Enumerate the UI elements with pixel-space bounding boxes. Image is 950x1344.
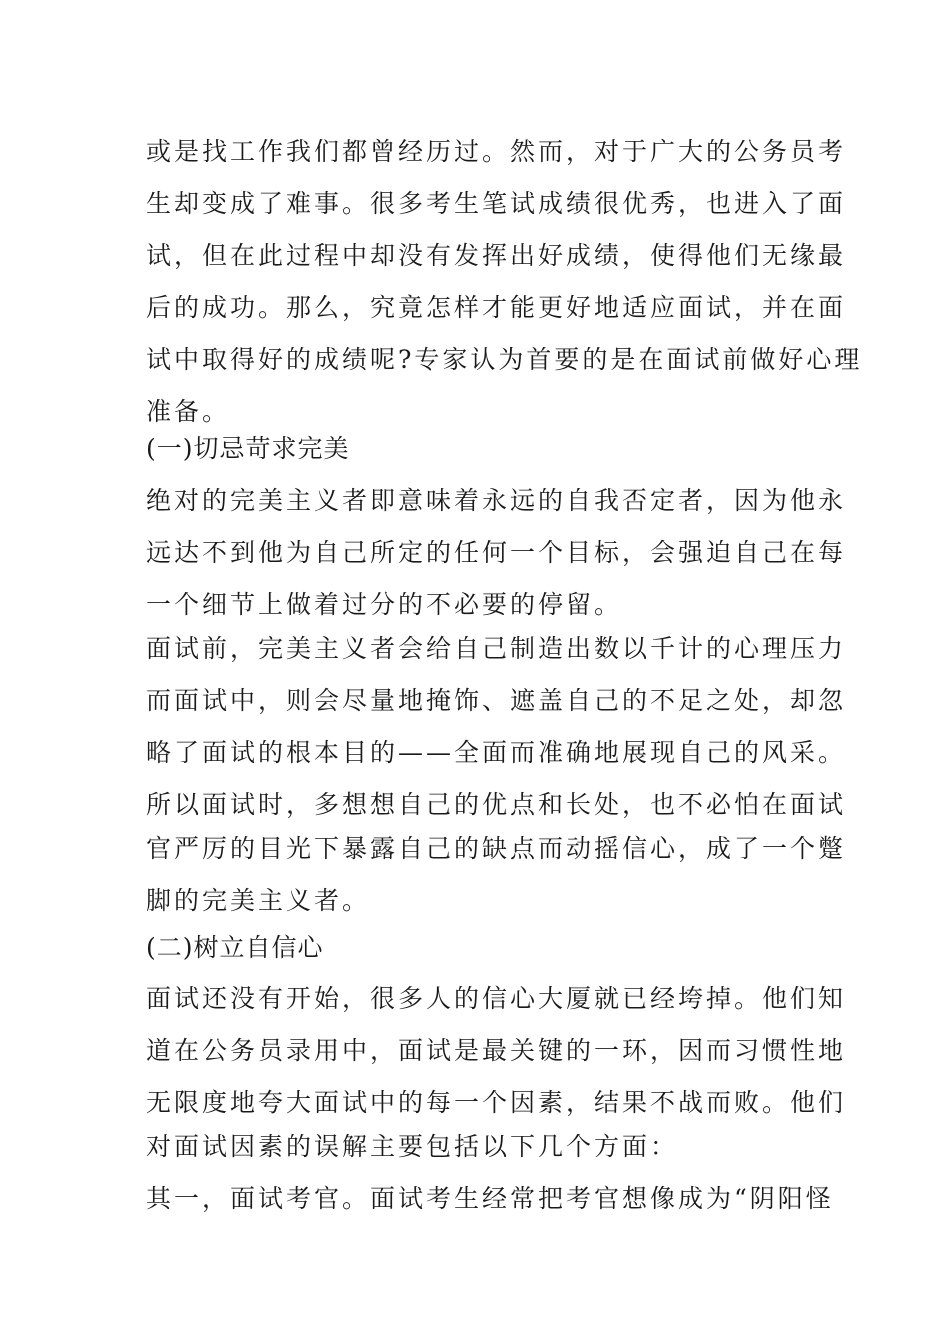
text-line: 生却变成了难事。很多考生笔试成绩很优秀，也进入了面: [146, 189, 847, 218]
text-line: 官严厉的目光下暴露自己的缺点而动摇信心，成了一个蹩: [146, 834, 847, 863]
text-line: 而面试中，则会尽量地掩饰、遮盖自己的不足之处，却忽: [146, 686, 847, 715]
section-heading: (一)切忌苛求完美: [146, 434, 350, 463]
text-line: 试中取得好的成绩呢?专家认为首要的是在面试前做好心理: [146, 345, 863, 374]
text-line: 面试还没有开始，很多人的信心大厦就已经垮掉。他们知: [146, 984, 847, 1013]
text-line: 所以面试时，多想想自己的优点和长处，也不必怕在面试: [146, 790, 847, 819]
text-line: 准备。: [146, 397, 231, 426]
text-line: 无限度地夸大面试中的每一个因素，结果不战而败。他们: [146, 1088, 847, 1117]
text-line: 试，但在此过程中却没有发挥出好成绩，使得他们无缘最: [146, 241, 847, 270]
text-line: 一个细节上做着过分的不必要的停留。: [146, 590, 623, 619]
text-line: 后的成功。那么，究竟怎样才能更好地适应面试，并在面: [146, 293, 847, 322]
text-line: 面试前，完美主义者会给自己制造出数以千计的心理压力: [146, 634, 847, 663]
text-line: 其一，面试考官。面试考生经常把考官想像成为“阴阳怪: [146, 1184, 834, 1213]
text-line: 脚的完美主义者。: [146, 886, 371, 915]
text-line: 绝对的完美主义者即意味着永远的自我否定者，因为他永: [146, 486, 847, 515]
text-line: 对面试因素的误解主要包括以下几个方面：: [146, 1132, 679, 1161]
text-line: 略了面试的根本目的——全面而准确地展现自己的风采。: [146, 738, 847, 767]
text-line: 道在公务员录用中，面试是最关键的一环，因而习惯性地: [146, 1036, 847, 1065]
section-heading: (二)树立自信心: [146, 933, 324, 962]
text-line: 远达不到他为自己所定的任何一个目标，会强迫自己在每: [146, 538, 847, 567]
text-line: 或是找工作我们都曾经历过。然而，对于广大的公务员考: [146, 137, 847, 166]
